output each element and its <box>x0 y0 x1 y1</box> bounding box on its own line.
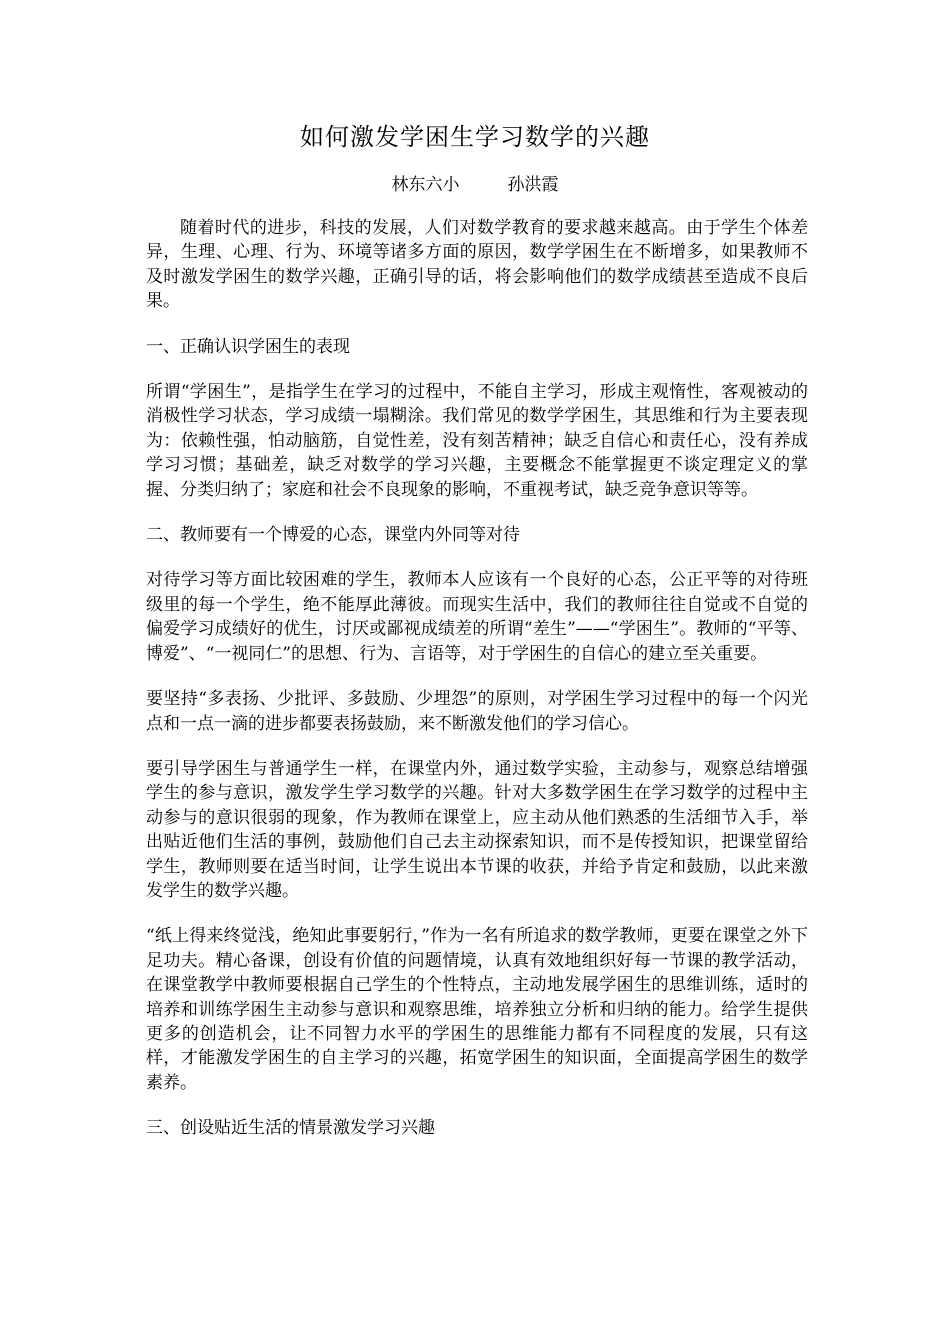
author-school: 林东六小 <box>391 175 460 195</box>
author-name: 孙洪霞 <box>507 175 559 195</box>
body-paragraph: 对待学习等方面比较困难的学生，教师本人应该有一个良好的心态，公正平等的对待班级里的每一个学生，绝不能厚此薄彼。而现实生活中，我们的教师往往自觉或不自觉的偏爱学习成绩好的优生，讨厌或鄙视成绩差的所谓“差生”——“学困生”。教师的“平等、博爱”、“一视同仁”的思想、行为、言语等，对于学困生的自信心的建立至关重要。 <box>146 570 808 664</box>
author-line <box>0 172 950 198</box>
body-paragraph: 要坚持“多表扬、少批评、多鼓励、少埋怨”的原则，对学困生学习过程中的每一个闪光点和一点一滴的进步都要表扬鼓励，来不断激发他们的学习信心。 <box>146 689 808 734</box>
page-title: 如何激发学困生学习数学的兴趣 <box>300 123 650 151</box>
intro-paragraph: 随着时代的进步，科技的发展，人们对数学教育的要求越来越高。由于学生个体差异，生理、心理、行为、环境等诸多方面的原因，数学学困生在不断增多，如果教师不及时激发学困生的数学兴趣，正确引导的话，将会影响他们的数学成绩甚至造成不良后果。 <box>146 218 808 312</box>
section-heading-2: 二、教师要有一个博爱的心态，课堂内外同等对待 <box>146 525 520 546</box>
document-body <box>146 216 808 1162</box>
body-paragraph: 所谓“学困生”，是指学生在学习的过程中，不能自主学习，形成主观惰性，客观被动的消极性学习状态，学习成绩一塌糊涂。我们常见的数学学困生，其思维和行为主要表现为：依赖性强，怕动脑筋，自觉性差，没有刻苦精神；缺乏自信心和责任心，没有养成学习习惯；基础差，缺乏对数学的学习兴趣，主要概念不能掌握更不谈定理定义的掌握、分类归纳了；家庭和社会不良现象的影响，不重视考试，缺乏竞争意识等等。 <box>146 382 808 500</box>
section-heading-1: 一、正确认识学困生的表现 <box>146 336 350 357</box>
body-paragraph: “纸上得来终觉浅，绝知此事要躬行，”作为一名有所追求的数学教师，更要在课堂之外下足功夫。精心备课，创设有价值的问题情境，认真有效地组织好每一节课的教学活动，在课堂教学中教师要根据自己学生的个性特点，主动地发展学困生的思维训练，适时的培养和训练学困生主动参与意识和观察思维，培养独立分析和归纳的能力。给学生提供更多的创造机会，让不同智力水平的学困生的思维能力都有不同程度的发展，只有这样，才能激发学困生的自主学习的兴趣，拓宽学困生的知识面，全面提高学困生的数学素养。 <box>146 926 808 1093</box>
section-heading-3: 三、创设贴近生活的情景激发学习兴趣 <box>146 1118 435 1139</box>
body-paragraph: 要引导学困生与普通学生一样，在课堂内外，通过数学实验，主动参与，观察总结增强学生的参与意识，激发学生学习数学的兴趣。针对大多数学困生在学习数学的过程中主动参与的意识很弱的现象，作为教师在课堂上，应主动从他们熟悉的生活细节入手，举出贴近他们生活的事例，鼓励他们自己去主动探索知识，而不是传授知识，把课堂留给学生，教师则要在适当时间，让学生说出本节课的收获，并给予肯定和鼓励，以此来激发学生的数学兴趣。 <box>146 758 808 901</box>
